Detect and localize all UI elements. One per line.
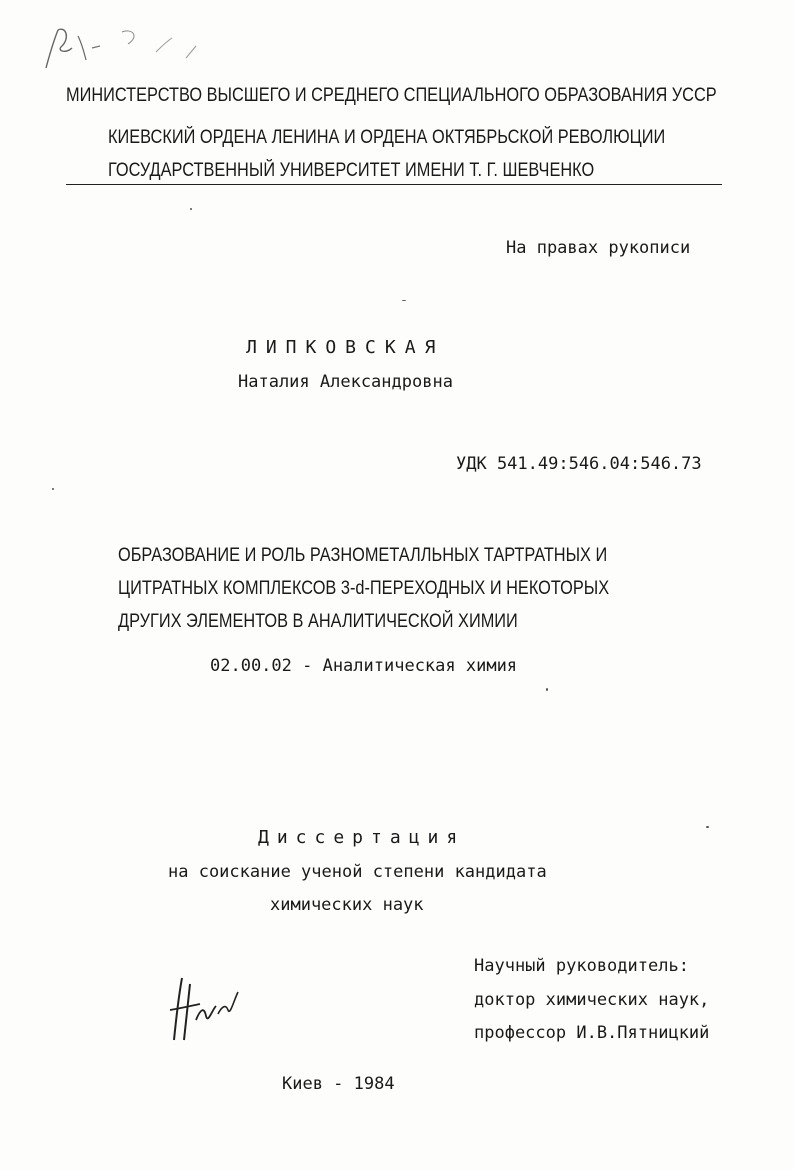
rights-note: На правах рукописи — [506, 238, 691, 258]
dissertation-heading: Диссертация — [258, 827, 466, 848]
thesis-title-line-1: ОБРАЗОВАНИЕ И РОЛЬ РАЗНОМЕТАЛЛЬНЫХ ТАРТРАТНЫХ И — [118, 545, 608, 566]
udk-code: УДК 541.49:546.04:546.73 — [456, 454, 702, 474]
ministry-line: МИНИСТЕРСТВО ВЫСШЕГО И СРЕДНЕГО СПЕЦИАЛЬНОГО ОБРАЗОВАНИЯ УССР — [66, 85, 717, 106]
supervisor-role: Научный руководитель: — [474, 956, 689, 976]
author-surname: ЛИПКОВСКАЯ — [246, 337, 445, 358]
supervisor-degree: доктор химических наук, — [474, 990, 710, 1010]
specialty-line: 02.00.02 - Аналитическая химия — [210, 656, 518, 676]
university-line-1: КИЕВСКИЙ ОРДЕНА ЛЕНИНА И ОРДЕНА ОКТЯБРЬСКОЙ РЕВОЛЮЦИИ — [108, 127, 666, 148]
place-and-year: Киев - 1984 — [282, 1074, 395, 1094]
handwritten-annotation-icon — [36, 18, 216, 78]
dissertation-line-2: химических наук — [270, 895, 424, 915]
thesis-title-line-2: ЦИТРАТНЫХ КОМПЛЕКСОВ 3-d-ПЕРЕХОДНЫХ И НЕКОТОРЫХ — [118, 578, 610, 599]
signature-icon — [160, 970, 250, 1050]
scan-speck — [402, 300, 406, 301]
university-line-2: ГОСУДАРСТВЕННЫЙ УНИВЕРСИТЕТ ИМЕНИ Т. Г. ШЕВЧЕНКО — [108, 160, 595, 181]
scan-speck — [52, 488, 54, 490]
supervisor-name: профессор И.В.Пятницкий — [474, 1023, 710, 1043]
dissertation-line-1: на соискание ученой степени кандидата — [168, 862, 547, 882]
scan-speck — [546, 688, 548, 691]
author-given-names: Наталия Александровна — [238, 372, 453, 392]
header-divider — [66, 184, 722, 185]
scan-speck — [190, 208, 192, 210]
scan-speck — [706, 826, 709, 828]
thesis-title-line-3: ДРУГИХ ЭЛЕМЕНТОВ В АНАЛИТИЧЕСКОЙ ХИМИИ — [118, 611, 518, 632]
